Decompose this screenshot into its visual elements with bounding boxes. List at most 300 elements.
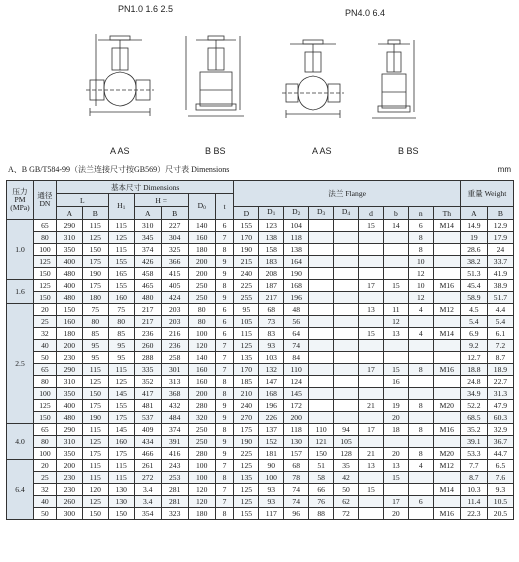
table-cell <box>433 244 460 256</box>
table-cell: 66 <box>309 484 334 496</box>
unit-label: mm <box>497 165 511 174</box>
table-cell: 9 <box>215 268 234 280</box>
table-cell: 200 <box>188 388 215 400</box>
table-cell: 62 <box>334 496 359 508</box>
table-cell: 200 <box>56 340 82 352</box>
table-cell: 9 <box>215 448 234 460</box>
table-cell: 18 <box>383 424 408 436</box>
table-cell: 93 <box>259 484 284 496</box>
table-cell: 208 <box>259 268 284 280</box>
table-cell: 6 <box>408 220 433 232</box>
table-cell: 196 <box>259 400 284 412</box>
table-cell: 21 <box>359 448 384 460</box>
header-D2: D2 <box>284 207 309 220</box>
table-cell: 110 <box>284 364 309 376</box>
table-cell: 12.9 <box>487 220 513 232</box>
table-cell <box>334 304 359 316</box>
table-cell: 4.4 <box>487 304 513 316</box>
header-D: D <box>234 207 259 220</box>
table-cell: 95 <box>108 340 134 352</box>
header-b: b <box>383 207 408 220</box>
table-cell <box>359 232 384 244</box>
table-body <box>7 220 514 520</box>
table-row <box>7 388 514 400</box>
table-cell: 7 <box>215 232 234 244</box>
table-cell <box>408 472 433 484</box>
table-cell: 83 <box>259 328 284 340</box>
table-cell: 120 <box>188 484 215 496</box>
table-cell: 187 <box>259 280 284 292</box>
table-cell: 17 <box>359 364 384 376</box>
table-cell: 95 <box>234 304 259 316</box>
table-cell <box>334 316 359 328</box>
table-cell <box>309 292 334 304</box>
table-cell: 50 <box>34 352 57 364</box>
table-cell: M20 <box>433 400 460 412</box>
table-cell: 13 <box>383 328 408 340</box>
table-cell: 203 <box>161 304 188 316</box>
table-cell: 253 <box>161 472 188 484</box>
table-cell: 19 <box>460 232 487 244</box>
table-cell: 10 <box>408 256 433 268</box>
table-cell: 103 <box>259 352 284 364</box>
table-cell: 4 <box>408 460 433 472</box>
table-cell: 8 <box>215 376 234 388</box>
table-cell: 45.4 <box>460 280 487 292</box>
table-cell: 100 <box>188 472 215 484</box>
table-cell: 175 <box>234 424 259 436</box>
table-cell: 12 <box>408 292 433 304</box>
table-cell: 125 <box>234 496 259 508</box>
header-pressure: 压力 PM (MPa) <box>7 181 34 220</box>
table-cell: 93 <box>259 496 284 508</box>
table-cell: 185 <box>234 376 259 388</box>
table-cell: 426 <box>134 256 161 268</box>
pressure-cell: 6.4 <box>7 460 34 520</box>
header-basic-dimensions: 基本尺寸 Dimensions <box>56 181 234 194</box>
table-cell: 243 <box>161 460 188 472</box>
table-cell: 21 <box>359 400 384 412</box>
table-cell: 216 <box>161 328 188 340</box>
table-cell <box>334 364 359 376</box>
valve-drawing-b-bs-high <box>372 40 416 118</box>
table-cell: 145 <box>108 388 134 400</box>
table-cell: 115 <box>82 220 108 232</box>
table-cell: 175 <box>82 400 108 412</box>
table-cell: 125 <box>82 436 108 448</box>
table-cell: 354 <box>134 508 161 520</box>
table-cell <box>433 412 460 424</box>
table-cell: 118 <box>284 424 309 436</box>
table-cell: 32.9 <box>487 424 513 436</box>
table-cell: 7 <box>215 496 234 508</box>
table-cell: 175 <box>108 412 134 424</box>
table-cell: 352 <box>134 376 161 388</box>
header-D0: D0 <box>188 194 215 220</box>
table-cell: 124 <box>284 376 309 388</box>
table-cell: 150 <box>34 268 57 280</box>
table-cell: 481 <box>134 400 161 412</box>
table-cell: 8 <box>408 364 433 376</box>
table-cell: 160 <box>108 436 134 448</box>
table-cell: 22.7 <box>487 376 513 388</box>
table-cell: 74 <box>284 496 309 508</box>
table-cell: 458 <box>134 268 161 280</box>
header-weight-A: A <box>460 207 487 220</box>
table-cell: 100 <box>34 244 57 256</box>
table-cell <box>309 232 334 244</box>
table-cell <box>334 232 359 244</box>
table-cell <box>359 472 384 484</box>
table-cell: 280 <box>188 400 215 412</box>
table-cell: 160 <box>56 316 82 328</box>
header-H-A: A <box>134 207 161 220</box>
table-cell: 200 <box>188 268 215 280</box>
table-cell: 261 <box>134 460 161 472</box>
table-cell <box>383 244 408 256</box>
table-cell: 44.7 <box>487 448 513 460</box>
table-cell: 17 <box>359 424 384 436</box>
table-cell: 95 <box>82 340 108 352</box>
table-cell: 155 <box>108 256 134 268</box>
table-cell: 350 <box>56 448 82 460</box>
table-cell: 313 <box>161 376 188 388</box>
table-cell: 80 <box>34 376 57 388</box>
table-cell: 537 <box>134 412 161 424</box>
table-cell: 65 <box>34 424 57 436</box>
table-cell: 115 <box>108 244 134 256</box>
table-cell: 52.2 <box>460 400 487 412</box>
table-cell: 104 <box>284 220 309 232</box>
table-cell <box>433 340 460 352</box>
table-cell: 200 <box>56 460 82 472</box>
table-cell: 175 <box>82 448 108 460</box>
header-L-B: B <box>82 207 108 220</box>
table-row <box>7 244 514 256</box>
table-cell: 68 <box>259 304 284 316</box>
table-cell: 170 <box>234 364 259 376</box>
table-cell: 160 <box>188 364 215 376</box>
table-cell: 7 <box>215 340 234 352</box>
table-cell: 290 <box>56 220 82 232</box>
table-cell: 95 <box>108 352 134 364</box>
table-cell: 115 <box>108 220 134 232</box>
table-cell: 150 <box>34 292 57 304</box>
table-cell: 8 <box>408 424 433 436</box>
table-cell <box>309 340 334 352</box>
table-cell: 132 <box>259 364 284 376</box>
table-cell: 16 <box>383 376 408 388</box>
header-n: n <box>408 207 433 220</box>
table-cell: 118 <box>284 232 309 244</box>
table-cell: 155 <box>234 220 259 232</box>
table-cell: 415 <box>161 268 188 280</box>
table-cell: 80 <box>34 232 57 244</box>
table-cell <box>309 244 334 256</box>
table-cell: 115 <box>108 472 134 484</box>
table-cell: 58.9 <box>460 292 487 304</box>
table-cell: 7 <box>215 460 234 472</box>
table-cell: 25 <box>34 316 57 328</box>
table-cell: 8.7 <box>487 352 513 364</box>
table-cell: 20.5 <box>487 508 513 520</box>
table-cell: 18.9 <box>487 364 513 376</box>
table-cell: 9.3 <box>487 484 513 496</box>
table-cell <box>433 436 460 448</box>
table-cell: 8 <box>408 448 433 460</box>
table-row <box>7 508 514 520</box>
table-cell: 32 <box>34 484 57 496</box>
table-cell: 140 <box>188 352 215 364</box>
table-cell: 345 <box>134 232 161 244</box>
table-cell: 180 <box>56 328 82 340</box>
table-cell: 9.2 <box>460 340 487 352</box>
table-cell: 128 <box>334 448 359 460</box>
table-cell: 215 <box>234 256 259 268</box>
table-cell <box>309 388 334 400</box>
table-caption <box>8 164 513 176</box>
table-cell: 150 <box>34 412 57 424</box>
table-cell: 480 <box>56 412 82 424</box>
table-cell: 117 <box>259 508 284 520</box>
table-cell: 85 <box>108 328 134 340</box>
table-cell: 250 <box>188 436 215 448</box>
table-cell: 417 <box>134 388 161 400</box>
table-cell: 290 <box>56 424 82 436</box>
table-cell: 105 <box>334 436 359 448</box>
table-cell: M16 <box>433 424 460 436</box>
table-cell: 236 <box>161 340 188 352</box>
table-cell: 281 <box>161 484 188 496</box>
table-cell: 130 <box>108 496 134 508</box>
table-cell: M16 <box>433 364 460 376</box>
table-row <box>7 472 514 484</box>
table-cell: 280 <box>188 448 215 460</box>
table-cell <box>359 352 384 364</box>
table-cell: 115 <box>82 472 108 484</box>
table-cell: 74 <box>284 340 309 352</box>
table-cell: 25 <box>34 472 57 484</box>
table-cell: 6.9 <box>460 328 487 340</box>
table-cell: 96 <box>284 508 309 520</box>
table-cell <box>309 256 334 268</box>
table-row <box>7 436 514 448</box>
table-row <box>7 460 514 472</box>
table-cell: 7.7 <box>460 460 487 472</box>
table-cell <box>334 220 359 232</box>
table-cell: 32 <box>34 328 57 340</box>
table-cell: 42 <box>334 472 359 484</box>
table-cell: 121 <box>309 436 334 448</box>
table-cell <box>359 412 384 424</box>
table-cell: 19 <box>383 400 408 412</box>
table-cell: 160 <box>188 232 215 244</box>
table-cell <box>359 436 384 448</box>
dimensions-table <box>6 180 514 520</box>
table-row <box>7 448 514 460</box>
table-cell: 150 <box>82 388 108 400</box>
table-cell: 288 <box>134 352 161 364</box>
table-cell: 350 <box>56 388 82 400</box>
table-cell: 160 <box>108 292 134 304</box>
view-label-2: B BS <box>205 146 226 156</box>
table-cell: 230 <box>56 472 82 484</box>
valve-drawing-a-as-high <box>282 40 344 118</box>
pn-label-right: PN4.0 6.4 <box>345 8 386 18</box>
table-cell: 310 <box>56 232 82 244</box>
table-cell: 8 <box>408 244 433 256</box>
table-cell: 200 <box>188 256 215 268</box>
table-cell <box>359 316 384 328</box>
table-cell: 374 <box>161 424 188 436</box>
header-weight-B: B <box>487 207 513 220</box>
table-cell: 80 <box>188 316 215 328</box>
table-cell: 323 <box>161 508 188 520</box>
table-cell: 10 <box>408 280 433 292</box>
table-cell: 400 <box>56 400 82 412</box>
header-weight: 重量 Weight <box>460 181 513 207</box>
table-cell: 400 <box>56 256 82 268</box>
table-cell: 9 <box>215 256 234 268</box>
table-cell: 125 <box>34 256 57 268</box>
table-cell: 24.8 <box>460 376 487 388</box>
table-cell: 130 <box>284 436 309 448</box>
table-cell: 8 <box>408 400 433 412</box>
table-cell: 48 <box>284 304 309 316</box>
table-cell: 6 <box>215 316 234 328</box>
table-cell: 130 <box>108 484 134 496</box>
header-bore: 通径 DN <box>34 181 57 220</box>
table-cell: 310 <box>56 436 82 448</box>
table-row <box>7 352 514 364</box>
table-row <box>7 292 514 304</box>
table-cell: 40 <box>34 496 57 508</box>
table-cell: 7.6 <box>487 472 513 484</box>
table-cell: 484 <box>161 412 188 424</box>
table-cell <box>309 268 334 280</box>
table-cell: 9 <box>215 292 234 304</box>
table-cell: 120 <box>188 340 215 352</box>
table-cell: 125 <box>234 460 259 472</box>
table-cell: 65 <box>34 220 57 232</box>
table-cell <box>433 376 460 388</box>
table-cell: 115 <box>108 460 134 472</box>
table-cell: 150 <box>82 508 108 520</box>
table-cell: 405 <box>161 280 188 292</box>
table-cell: M16 <box>433 280 460 292</box>
table-cell: 150 <box>82 244 108 256</box>
table-row <box>7 340 514 352</box>
table-cell: 13 <box>359 304 384 316</box>
table-cell: 180 <box>188 508 215 520</box>
table-title: A、B GB/T584-99（法兰连接尺寸按GB569）尺寸表 Dimensions <box>8 165 230 174</box>
table-cell <box>408 340 433 352</box>
header-D4: D4 <box>334 207 359 220</box>
table-cell: 38.9 <box>487 280 513 292</box>
table-cell: 258 <box>161 352 188 364</box>
header-d: d <box>359 207 384 220</box>
table-cell: 6.5 <box>487 460 513 472</box>
header-D1: D1 <box>259 207 284 220</box>
table-row <box>7 304 514 316</box>
table-cell: 290 <box>56 364 82 376</box>
table-cell: 145 <box>108 424 134 436</box>
table-cell: 8 <box>215 280 234 292</box>
table-cell <box>359 340 384 352</box>
table-cell <box>408 316 433 328</box>
table-cell <box>334 256 359 268</box>
table-cell: 4 <box>408 304 433 316</box>
table-cell: 150 <box>56 304 82 316</box>
table-cell: 85 <box>82 328 108 340</box>
table-cell: 391 <box>161 436 188 448</box>
table-cell: 175 <box>108 448 134 460</box>
table-cell <box>309 364 334 376</box>
table-cell: 8 <box>215 508 234 520</box>
table-cell: 250 <box>188 424 215 436</box>
table-cell: 20 <box>34 460 57 472</box>
table-cell: 217 <box>259 292 284 304</box>
table-cell: M20 <box>433 448 460 460</box>
table-cell: 15 <box>383 280 408 292</box>
table-cell: 4 <box>408 328 433 340</box>
table-cell: 10.5 <box>487 496 513 508</box>
pressure-cell: 2.5 <box>7 304 34 424</box>
table-cell: 115 <box>234 328 259 340</box>
table-cell: 217 <box>134 316 161 328</box>
table-cell <box>408 436 433 448</box>
table-row <box>7 316 514 328</box>
table-cell <box>408 352 433 364</box>
table-cell: 68.5 <box>460 412 487 424</box>
table-header <box>7 181 514 220</box>
table-cell: 240 <box>234 400 259 412</box>
table-cell: 190 <box>234 436 259 448</box>
table-cell: 217 <box>134 304 161 316</box>
table-cell: 80 <box>188 304 215 316</box>
view-label-1: A AS <box>110 146 130 156</box>
table-cell: 155 <box>234 508 259 520</box>
pressure-cell: 4.0 <box>7 424 34 460</box>
table-cell: 230 <box>56 352 82 364</box>
table-cell: 325 <box>161 244 188 256</box>
table-cell <box>334 412 359 424</box>
table-cell: M16 <box>433 508 460 520</box>
table-cell: 180 <box>188 244 215 256</box>
header-L: L <box>56 194 108 207</box>
table-cell: 24 <box>487 244 513 256</box>
table-cell: 480 <box>134 292 161 304</box>
table-cell: 250 <box>188 280 215 292</box>
table-cell: 480 <box>56 292 82 304</box>
table-cell: 18.8 <box>460 364 487 376</box>
table-cell <box>309 352 334 364</box>
table-cell <box>334 400 359 412</box>
table-cell: 9 <box>215 400 234 412</box>
header-H-B: B <box>161 207 188 220</box>
table-cell: 255 <box>234 292 259 304</box>
table-cell: 73 <box>259 316 284 328</box>
table-cell: 90 <box>259 460 284 472</box>
valve-drawings <box>0 0 519 162</box>
table-cell: 100 <box>188 328 215 340</box>
table-cell: 138 <box>284 244 309 256</box>
table-cell <box>433 388 460 400</box>
table-cell <box>433 472 460 484</box>
table-cell: 125 <box>82 376 108 388</box>
table-cell <box>359 268 384 280</box>
table-cell: 190 <box>82 268 108 280</box>
